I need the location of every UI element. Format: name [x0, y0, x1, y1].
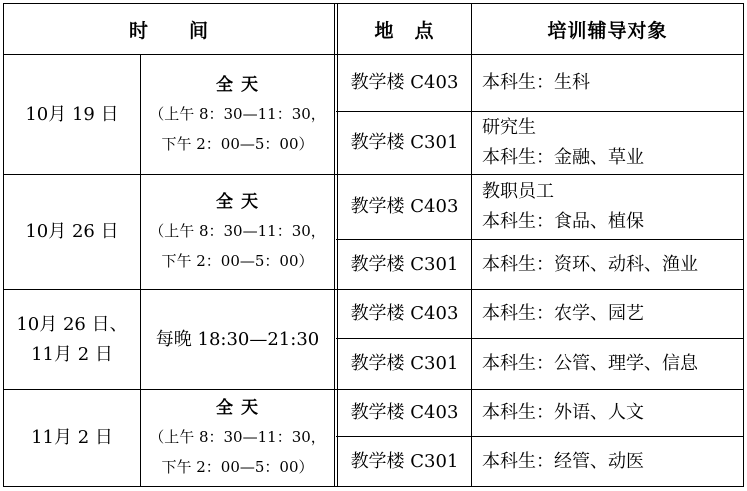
date-line: 10月 26 日、 — [16, 313, 128, 335]
place-cell: 教学楼 C403 — [350, 196, 459, 217]
time-afternoon: 下午 2：00—5：00） — [161, 252, 314, 270]
time-cell — [141, 390, 334, 486]
target-line: 本科生：公管、理学、信息 — [482, 353, 698, 374]
target-cell — [472, 390, 743, 436]
target-cell — [472, 240, 743, 289]
target-line: 本科生：金融、草业 — [482, 147, 644, 168]
place-cell: 教学楼 C301 — [350, 450, 459, 472]
time-place-divider-a — [334, 3, 335, 487]
target-line: 本科生：经管、动医 — [482, 450, 644, 472]
target-line: 本科生：食品、植保 — [482, 211, 644, 232]
time-morning: （上午 8：30—11：30， — [149, 222, 326, 240]
place-cell: 教学楼 C403 — [350, 402, 459, 423]
target-line: 本科生：农学、园艺 — [482, 303, 644, 324]
time-afternoon: 下午 2：00—5：00） — [161, 458, 314, 476]
date-cell — [4, 290, 140, 389]
date-cell: 10月 19 日 — [25, 103, 119, 125]
time-cell: 每晚 18:30—21:30 — [155, 328, 320, 350]
time-cell — [141, 55, 334, 174]
date-cell: 11月 2 日 — [31, 427, 113, 448]
table-border-bottom — [3, 486, 744, 487]
time-cell — [141, 175, 334, 289]
time-all-day: 全 天 — [216, 398, 259, 418]
target-line: 本科生：生科 — [482, 72, 590, 93]
time-afternoon: 下午 2：00—5：00） — [161, 134, 314, 153]
place-cell: 教学楼 C301 — [350, 353, 459, 374]
header-target: 培训辅导对象 — [547, 19, 668, 42]
date-line: 11月 2 日 — [31, 343, 113, 365]
place-cell: 教学楼 C301 — [350, 132, 459, 153]
time-morning: （上午 8：30—11：30， — [149, 428, 326, 446]
target-line: 教职员工 — [482, 181, 554, 202]
table-border-right — [743, 3, 744, 487]
target-cell — [472, 175, 743, 239]
place-cell: 教学楼 C403 — [350, 303, 459, 324]
target-line: 本科生：外语、人文 — [482, 402, 644, 423]
time-all-day: 全 天 — [216, 74, 259, 95]
target-cell — [472, 339, 743, 389]
place-cell: 教学楼 C403 — [350, 72, 459, 93]
target-line: 本科生：资环、动科、渔业 — [482, 253, 698, 275]
target-cell — [472, 290, 743, 338]
place-cell: 教学楼 C301 — [350, 253, 459, 275]
target-cell — [472, 55, 743, 111]
target-cell — [472, 437, 743, 486]
time-morning: （上午 8：30—11：30， — [149, 104, 326, 123]
date-cell: 10月 26 日 — [25, 221, 119, 242]
header-place: 地 点 — [374, 19, 435, 42]
target-line: 研究生 — [482, 117, 536, 138]
time-all-day: 全 天 — [216, 192, 259, 212]
target-cell — [472, 112, 743, 174]
header-time: 时 间 — [128, 19, 209, 42]
